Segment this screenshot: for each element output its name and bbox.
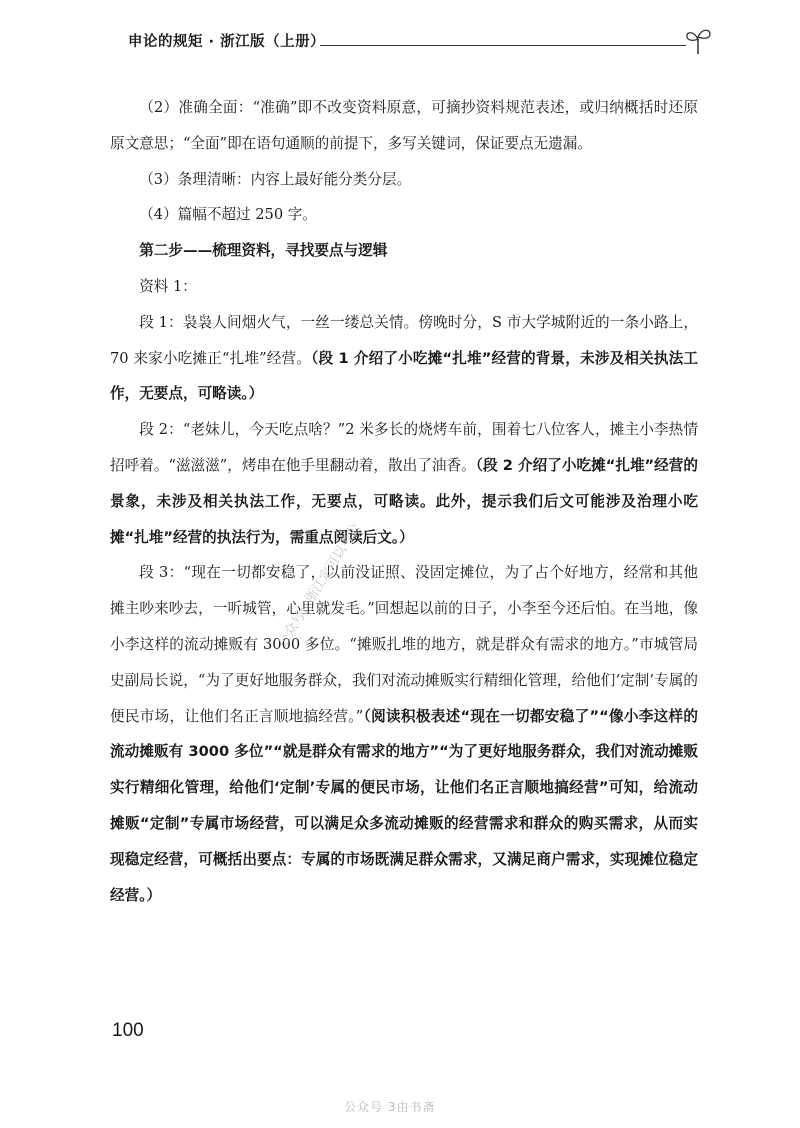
header-rule xyxy=(320,45,686,46)
segment-1-text: 段 1：袅袅人间烟火气，一丝一缕总关情。傍晚时分，S 市大学城附近的一条小路上，70 来家小吃摊正“扎堆”经营。 xyxy=(110,313,698,367)
sprout-icon xyxy=(684,26,712,56)
paragraph-segment-1 xyxy=(110,305,698,412)
paragraph-requirement-4: （4）篇幅不超过 250 字。 xyxy=(139,206,317,224)
segment-1-note: （段 1 介绍了小吃摊“扎堆”经营的背景，未涉及相关执法工作，无要点，可略读。） xyxy=(110,349,698,403)
page-number: 100 xyxy=(112,1020,144,1041)
header-title: 申论的规矩 · 浙江版（上册） xyxy=(128,34,326,50)
paragraph-requirement-3: （3）条理清晰：内容上最好能分类分层。 xyxy=(139,170,412,188)
watermark: 公众号：浙江定可以考公 xyxy=(275,520,364,651)
page-body xyxy=(110,90,698,913)
footer-watermark: 公众号 3由书斋 xyxy=(344,1100,436,1114)
segment-3-text: 段 3：“现在一切都安稳了，以前没证照、没固定摊位，为了占个好地方，经常和其他摊主吵来吵去，一听城管，心里就发毛。”回想起以前的日子，小李至今还后怕。在当地，像小李这样的流动摊贩有 3000 多位。“摊贩扎堆的地方，就是群众有需求的地方。”市城管局史副局长说，“为了更好地服务群众，我们对流动摊贩实行精细化管理，给他们‘定制’专属的便民市场，让他们名正言顺地搞经营。” xyxy=(110,564,698,725)
step-2-heading: 第二步——梳理资料，寻找要点与逻辑 xyxy=(139,242,388,260)
paragraph-segment-2 xyxy=(110,412,698,555)
paragraph-requirement-2: （2）准确全面：“准确”即不改变资料原意，可摘抄资料规范表述，或归纳概括时还原原文意思；“全面”即在语句通顺的前提下，多写关键词，保证要点无遗漏。 xyxy=(110,99,698,152)
segment-3-note: （阅读积极表述“现在一切都安稳了”“像小李这样的流动摊贩有 3000 多位”“就是群众有需求的地方”“为了更好地服务群众，我们对流动摊贩实行精细化管理，给他们‘定制’专属的便民市场，让他们名正言顺地搞经营”可知，给流动摊贩“定制”专属市场经营，可以满足众多流动摊贩的经营需求和群众的购买需求，从而实现稳定经营，可概括出要点：专属的市场既满足群众需求，又满足商户需求，实现摊位稳定经营。） xyxy=(110,707,698,904)
material-1-label: 资料 1： xyxy=(139,277,197,295)
segment-2-text: 段 2：“老妹儿，今天吃点啥？”2 米多长的烧烤车前，围着七八位客人，摊主小李热情招呼着。“滋滋滋”，烤串在他手里翻动着，散出了油香。 xyxy=(110,421,698,474)
paragraph-segment-3 xyxy=(110,555,698,913)
running-header xyxy=(128,32,712,58)
segment-2-note: （段 2 介绍了小吃摊“扎堆”经营的景象，未涉及相关执法工作，无要点，可略读。此外，提示我们后文可能涉及治理小吃摊“扎堆”经营的执法行为，需重点阅读后文。） xyxy=(110,456,698,546)
